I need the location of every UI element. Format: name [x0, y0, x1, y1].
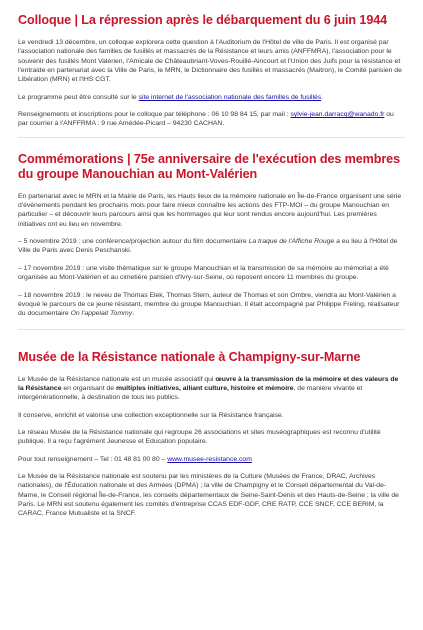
association-site-link[interactable]: site internet de l'association nationale des familles de fusillés [138, 93, 322, 101]
paragraph: En partenariat avec le MRN et la Mairie de Paris, les Hauts lieux de la mémoire nationale en Île-de-France organisent une série d'événements pendant les prochains mois pour faire mieux connaître les actions des FTP-MOI – du groupe Manouchian en particulier – et découvrir leurs parcours ainsi que les hommages qui leur sont rendus encore aujourd'hui. Les premières initiatives ont eu lieu en novembre. [18, 192, 402, 228]
text: ou par courrier à l'ANFFRMA : 9 rue Amédée-Picard – 94230 CACHAN. [18, 111, 394, 128]
section-title: Musée de la Résistance nationale à Champigny-sur-Marne [18, 349, 361, 364]
museum-website-link[interactable]: www.musee-resistance.com [167, 455, 252, 463]
text: a eu lieu à l'Hôtel de Ville de Paris avec Denis Peschanski. [18, 238, 398, 255]
section-title: Commémorations | 75e anniversaire de l'exécution des membres du groupe Manouchian au Mont-Valérien [18, 151, 400, 181]
paragraph [18, 455, 405, 464]
paragraph: Il conserve, enrichit et valorise une collection exceptionnelle sur la Résistance française. [18, 411, 284, 419]
paragraph [18, 93, 405, 102]
text: Pour tout renseignement – Tel : 01 48 81 00 80 – [18, 455, 168, 463]
text: – 18 novembre 2019 : le neveu de Thomas Elek, Thomas Stern, auteur de Thomas et son Ombre, viendra au Mont-Valérien a évoqué le parcours de ce jeune résistant, membre du groupe Manouchian. Il était accompagné par Philippe Freling, réalisateur du documentaire [18, 291, 400, 318]
paragraph [18, 291, 405, 319]
section-title: Colloque | La répression après le débarquement du 6 juin 1944 [18, 13, 388, 27]
paragraph: Le vendredi 13 décembre, un colloque explorera cette question à l'Auditorium de l'Hôtel de ville de Paris. Il est organisé par l'association nationale des familles de fusillés et massacrés de la Résistance et leurs amis (ANFFMRA), l'association pour le souvenir des fusillés Mont Valérien, l'Amicale de Châteaubriant-Voves-Rouillé-Aincourt et l'Union des Juifs pour la résistance et l'entraide en partenariat avec la Ville de Paris, le MRN, le Dictionnaire des fusillés et massacrés (Maitron), le Comité parisien de Libération (MRN) et l'IHS CGT. [18, 39, 402, 84]
paragraph: Le réseau Musée de la Résistance nationale qui regroupe 26 associations et sites muséographiques est reconnu d'utilité publique. Il a reçu l'agrément Jeunesse et Education populaire. [18, 428, 381, 446]
text: . [321, 93, 324, 101]
text: en organisant de [61, 384, 116, 392]
paragraph [18, 110, 405, 129]
bold-text: multiples initiatives, alliant culture, histoire et mémoire [115, 384, 294, 392]
text: Renseignements et inscriptions pour le colloque par téléphone : 06 10 98 84 15, par mail : [18, 111, 291, 119]
paragraph: Le Musée de la Résistance nationale est soutenu par les ministères de la Culture (Musées de France, DRAC, Archives nationales), de l'Éducation nationale et des Armées (DPMA) ; la ville de Champigny et le Conseil départemental du Val-de-Marne, le Conseil régional Île-de-France, les conseils départementaux de Seine-Saint-Denis et des Hauts-de-Seine ; la ville de Paris. Le MRN est soutenu également les comités d'entreprise CCAS EDF-GDF, CRE RATP, CCE SNCF, CCE BERIM, la CARAC, France Mutualiste et la SNCF. [18, 472, 399, 518]
text: , de manière vivante et intergénérationnelle, à destination de tous les publics. [18, 384, 363, 402]
film-title: On l'appelait Tommy [70, 310, 133, 318]
paragraph: – 17 novembre 2019 : une visite thématique sur le groupe Manouchian et la transmission de sa mémoire au mémorial a été organisée au Mont-Valérien et au cimetière parisien d'Ivry-sur-Seine, où reposent encore 11 membres du groupe. [18, 264, 389, 282]
paragraph [18, 375, 405, 403]
text: . [132, 310, 134, 318]
text: Le programme peut être consulté sur le [18, 93, 139, 101]
email-link[interactable]: sylvie-jean.darracq@wanado.fr [290, 111, 385, 119]
text: – 5 novembre 2019 : une conférence/projection autour du film documentaire [18, 238, 249, 246]
film-title: La traque de l'Affiche Rouge [248, 238, 335, 246]
section-colloque [18, 0, 405, 138]
bold-text: œuvre à la transmission de la mémoire et des valeurs de la Résistance [18, 375, 399, 392]
paragraph [18, 237, 405, 256]
section-musee [18, 330, 405, 519]
text: Le Musée de la Résistance nationale est un musée associatif qui [18, 375, 216, 383]
section-commemorations [18, 138, 405, 330]
